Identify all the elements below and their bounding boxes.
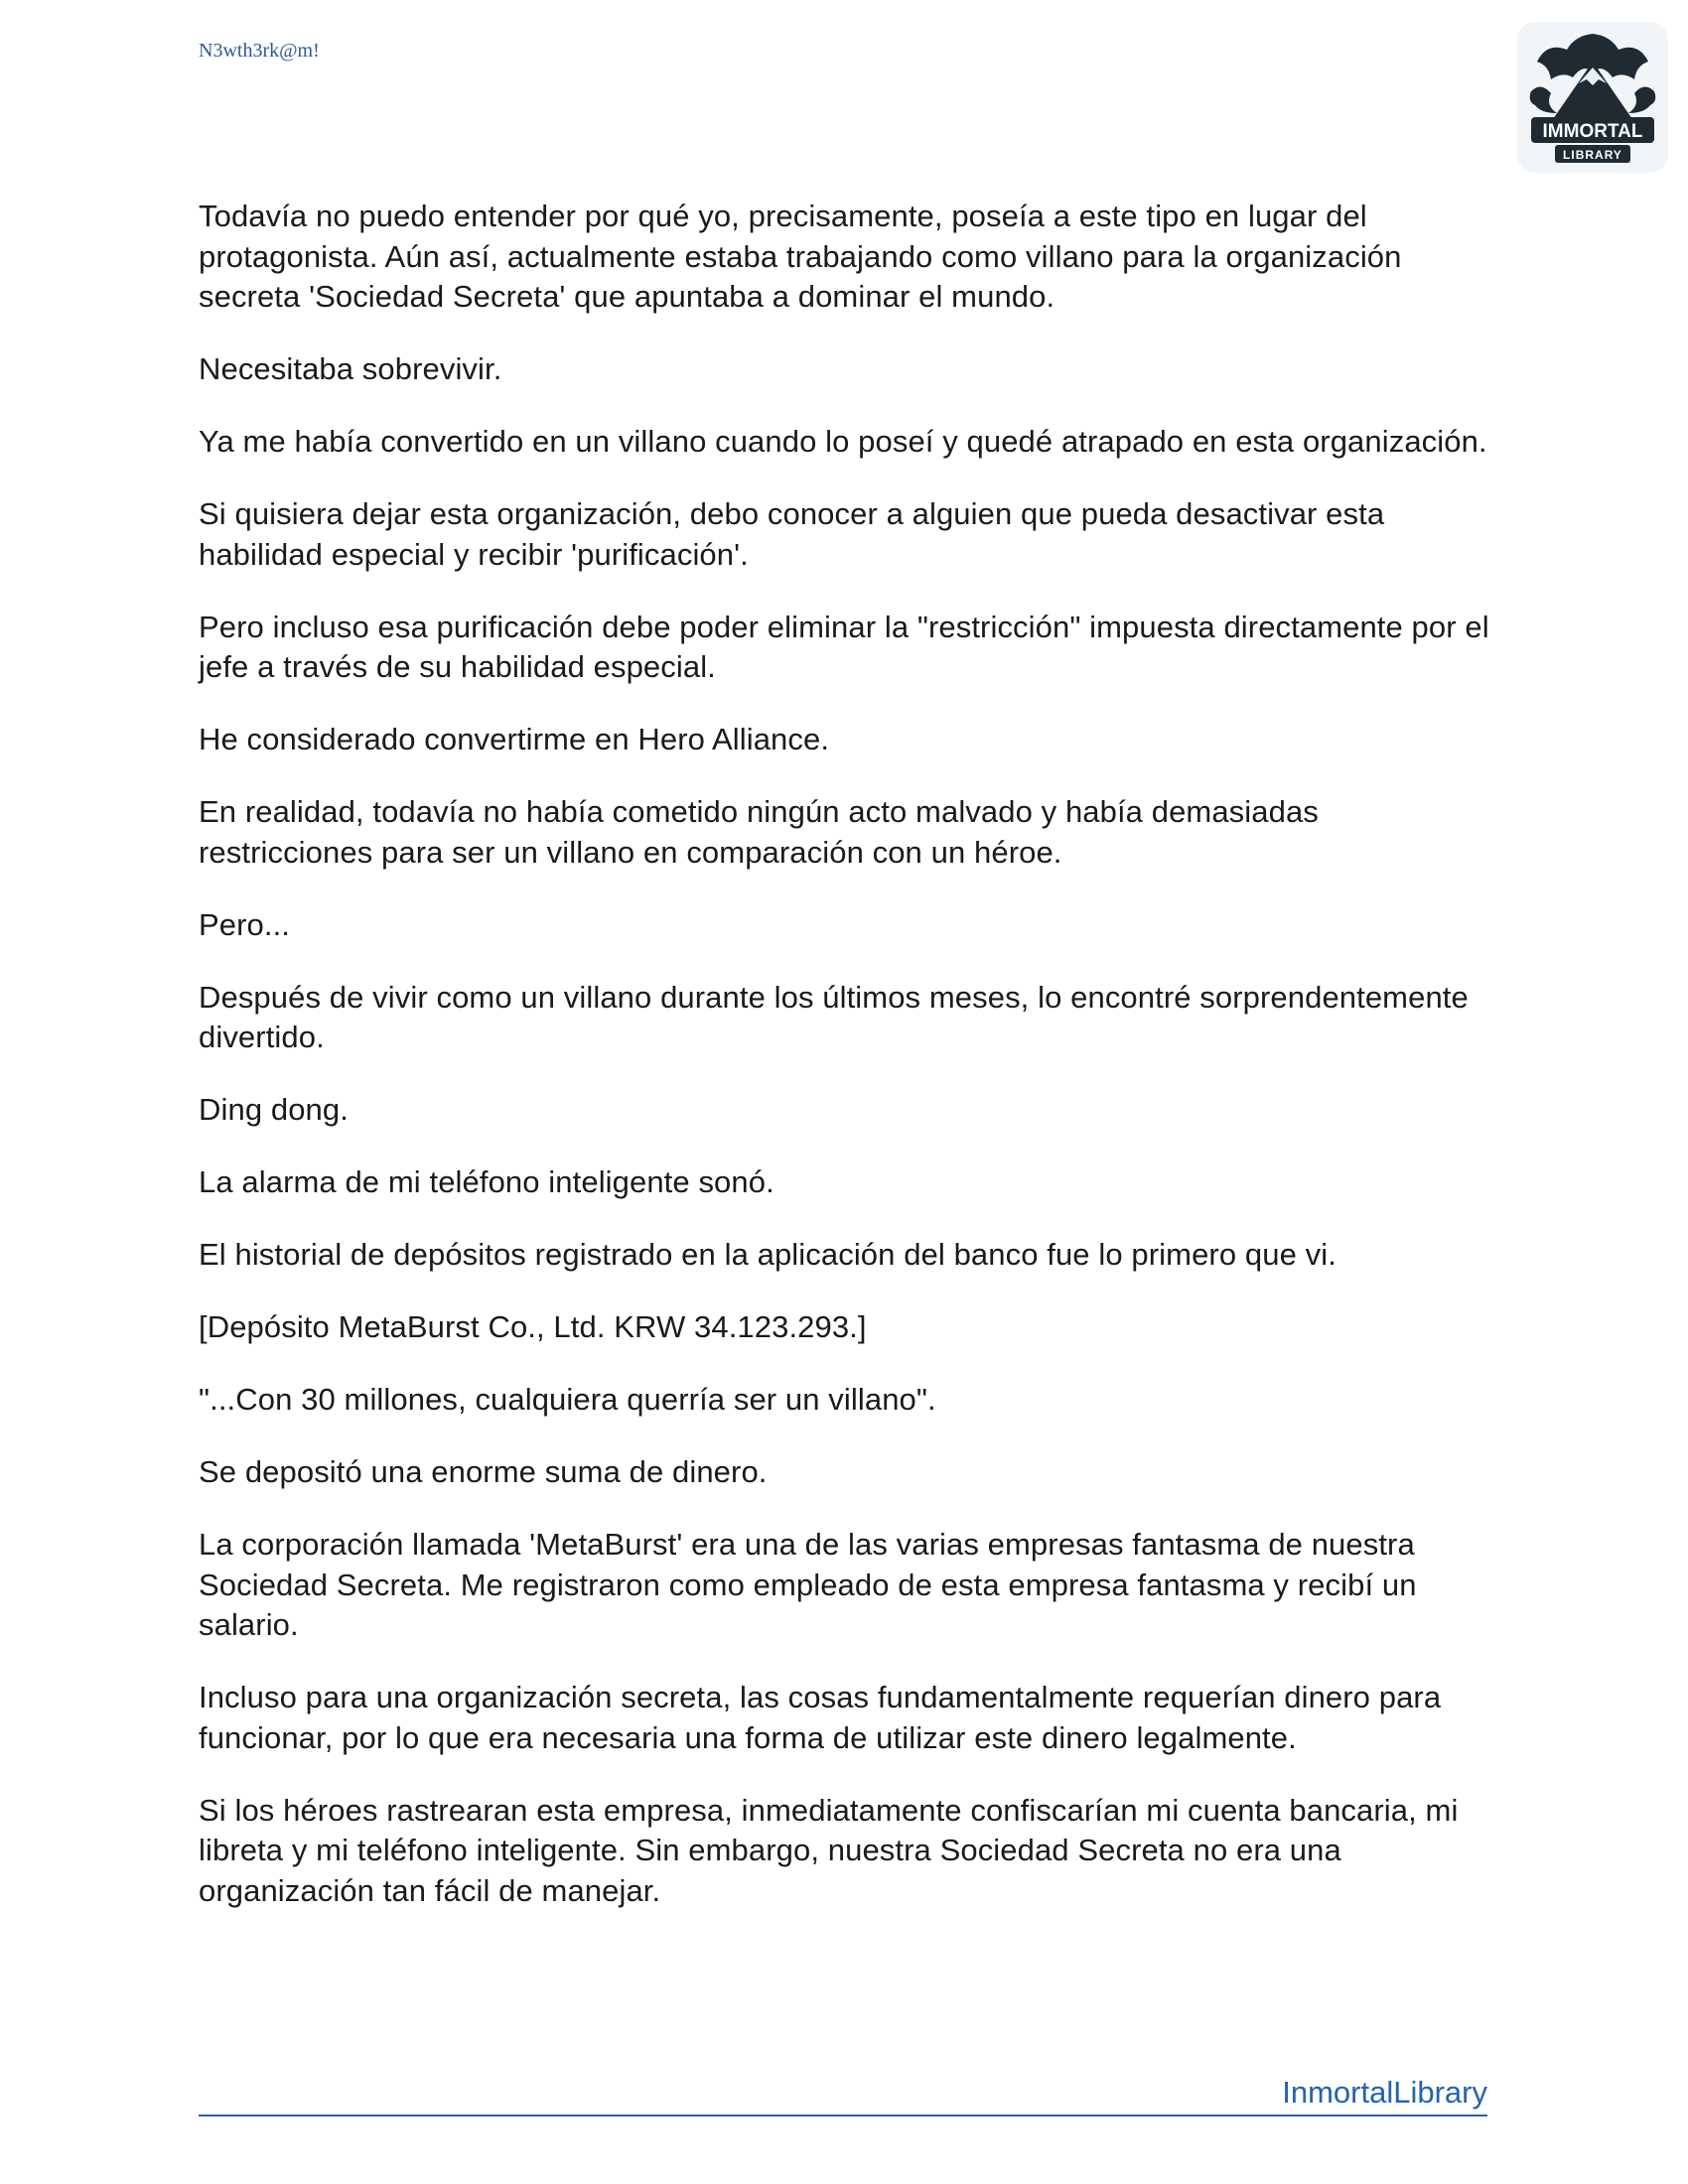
header-watermark-tag: N3wth3rk@m! bbox=[199, 40, 320, 62]
paragraph: Se depositó una enorme suma de dinero. bbox=[199, 1454, 768, 1489]
paragraph: He considerado convertirme en Hero Alliance. bbox=[199, 722, 830, 756]
immortal-library-logo bbox=[1517, 22, 1668, 173]
paragraph: El historial de depósitos registrado en la aplicación del banco fue lo primero que vi. bbox=[199, 1237, 1336, 1272]
paragraph: Ya me había convertido en un villano cuando lo poseí y quedé atrapado en esta organización. bbox=[199, 424, 1487, 459]
paragraph: Si los héroes rastrearan esta empresa, inmediatamente confiscarían mi cuenta bancaria, mi libreta y mi teléfono inteligente. Sin embargo, nuestra Sociedad Secreta no era una organización tan fácil de manejar. bbox=[199, 1792, 1459, 1908]
paragraph: [Depósito MetaBurst Co., Ltd. KRW 34.123.293.] bbox=[199, 1309, 867, 1344]
logo-text-top: IMMORTAL bbox=[1542, 121, 1643, 142]
paragraph: Incluso para una organización secreta, las cosas fundamentalmente requerían dinero para funcionar, por lo que era necesaria una forma de utilizar este dinero legalmente. bbox=[199, 1680, 1442, 1755]
paragraph: Después de vivir como un villano durante los últimos meses, lo encontré sorprendentemente divertido. bbox=[199, 979, 1469, 1054]
paragraph: Pero... bbox=[199, 906, 291, 942]
paragraph: Pero incluso esa purificación debe poder eliminar la "restricción" impuesta directamente por el jefe a través de su habilidad especial. bbox=[199, 609, 1489, 684]
paragraph: "...Con 30 millones, cualquiera querría ser un villano". bbox=[199, 1382, 936, 1417]
logo-emblem bbox=[1517, 22, 1668, 173]
paragraph: La corporación llamada 'MetaBurst' era una de las varias empresas fantasma de nuestra Sociedad Secreta. Me registraron como empleado de esta empresa fantasma y recibí un salario. bbox=[199, 1527, 1417, 1642]
paragraph: En realidad, todavía no había cometido ningún acto malvado y había demasiadas restricciones para ser un villano en comparación con un héroe. bbox=[199, 794, 1319, 870]
paragraph: Ding dong. bbox=[199, 1092, 349, 1127]
paragraph: Necesitaba sobrevivir. bbox=[199, 351, 502, 386]
footer-site-link[interactable]: InmortalLibrary bbox=[199, 2073, 1487, 2116]
chapter-body bbox=[199, 197, 1489, 1944]
paragraph: La alarma de mi teléfono inteligente sonó. bbox=[199, 1164, 774, 1199]
paragraph: Todavía no puedo entender por qué yo, precisamente, poseía a este tipo en lugar del protagonista. Aún así, actualmente estaba trabajando como villano para la organización secreta 'Sociedad Secreta' que apuntaba a dominar el mundo. bbox=[199, 199, 1402, 314]
logo-text-bottom: LIBRARY bbox=[1563, 148, 1622, 162]
paragraph: Si quisiera dejar esta organización, debo conocer a alguien que pueda desactivar esta habilidad especial y recibir 'purificación'. bbox=[199, 496, 1385, 572]
